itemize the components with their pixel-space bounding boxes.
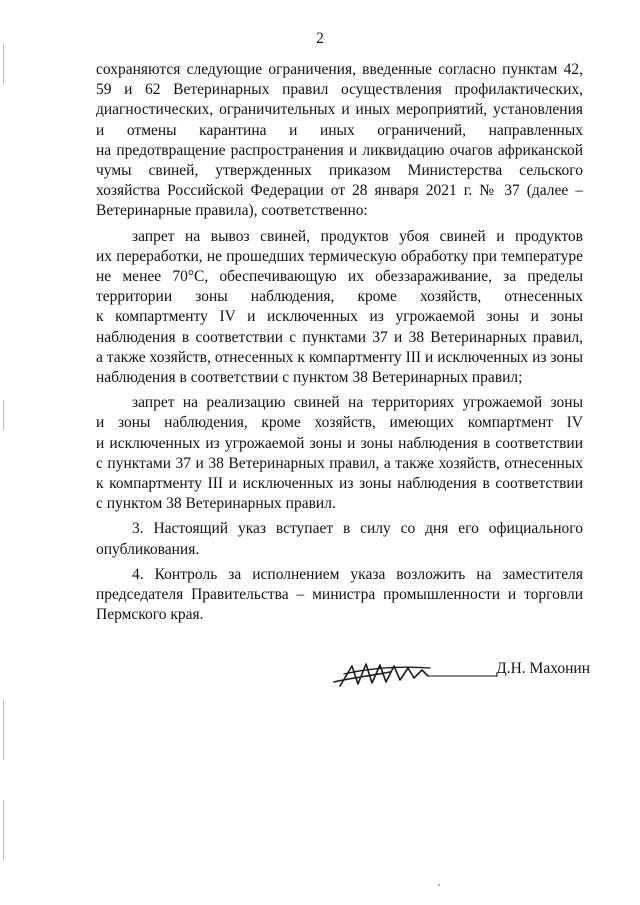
text-line: их переработки, не прошедших термическую обработку при температуре bbox=[96, 247, 583, 265]
text-line: а также хозяйств, отнесенных к компартменту III и исключенных из зоны bbox=[96, 348, 583, 366]
text-line: с пунктом 38 Ветеринарных правил. bbox=[96, 495, 336, 513]
text-line: сохраняются следующие ограничения, введенные согласно пунктам 42, bbox=[96, 61, 583, 78]
text-line: с пунктами 37 и 38 Ветеринарных правил, а также хозяйств, отнесенных bbox=[96, 454, 583, 472]
signatory-name: Д.Н. Махонин bbox=[496, 660, 590, 677]
text-line: диагностических, ограничительных и иных мероприятий, установления bbox=[96, 101, 583, 119]
text-line: председателя Правительства – министра промышленности и торговли bbox=[96, 586, 583, 604]
text-line: Пермского края. bbox=[96, 606, 204, 624]
page-number: 2 bbox=[316, 30, 324, 47]
text-line: к компартменту III и исключенных из зоны наблюдения в соответствии bbox=[96, 475, 583, 493]
text-line: 3. Настоящий указ вступает в силу со дня его официального bbox=[132, 520, 583, 538]
text-line: чумы свиней, утвержденных приказом Министерства сельского bbox=[96, 162, 583, 180]
text-line: 4. Контроль за исполнением указа возложить на заместителя bbox=[132, 565, 583, 583]
text-line: и отмены карантина и иных ограничений, направленных bbox=[96, 121, 583, 139]
handwritten-signature bbox=[330, 656, 500, 690]
text-line: на предотвращение распространения и ликвидацию очагов африканской bbox=[96, 141, 583, 159]
signature-block bbox=[330, 656, 590, 690]
text-line: и зоны наблюдения, кроме хозяйств, имеющих компартмент IV bbox=[96, 414, 583, 432]
text-line: наблюдения в соответствии с пунктами 37 и 38 Ветеринарных правил, bbox=[96, 328, 583, 346]
text-line: и исключенных из угрожаемой зоны и зоны наблюдения в соответствии bbox=[96, 434, 583, 452]
text-line: Ветеринарные правила), соответственно: bbox=[96, 202, 368, 220]
scan-edge-mark bbox=[3, 700, 4, 760]
text-line: не менее 70°С, обеспечивающую их обеззараживание, за пределы bbox=[96, 268, 583, 286]
scan-dot bbox=[438, 884, 440, 886]
text-line: 59 и 62 Ветеринарных правил осуществления профилактических, bbox=[96, 81, 583, 99]
text-line: запрет на реализацию свиней на территориях угрожаемой зоны bbox=[132, 394, 583, 412]
document-body bbox=[96, 60, 583, 625]
text-line: территории зоны наблюдения, кроме хозяйств, отнесенных bbox=[96, 288, 583, 306]
text-line: опубликования. bbox=[96, 540, 200, 558]
text-line: запрет на вывоз свиней, продуктов убоя свиней и продуктов bbox=[132, 227, 583, 245]
scan-edge-mark bbox=[3, 400, 4, 430]
scan-edge-mark bbox=[3, 800, 4, 860]
text-line: к компартменту IV и исключенных из угрожаемой зоны и зоны bbox=[96, 308, 583, 326]
text-line: наблюдения в соответствии с пунктом 38 Ветеринарных правил; bbox=[96, 369, 523, 387]
text-line: хозяйства Российской Федерации от 28 января 2021 г. № 37 (далее – bbox=[96, 182, 583, 200]
scan-edge-mark bbox=[3, 44, 4, 84]
